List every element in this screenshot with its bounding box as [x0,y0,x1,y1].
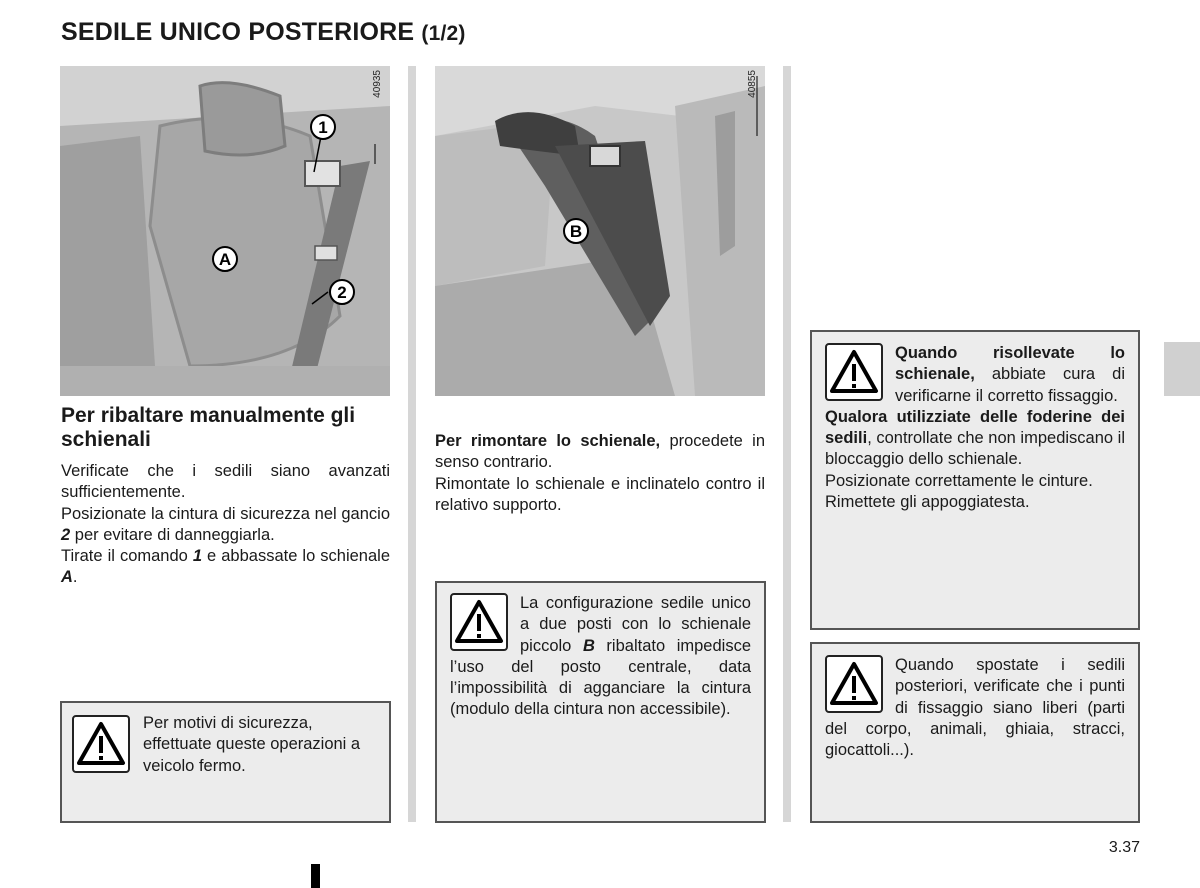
warning-triangle-icon [825,655,883,713]
left-instructions [61,461,390,589]
paragraph: Verificate che i sedili siano avanzati sufficientemente. [61,462,390,502]
warning-triangle-icon [450,593,508,651]
section-heading: Per ribaltare manualmente gli schienali [61,404,356,451]
paragraph: Posizionate la cintura di sicurezza nel gancio 2 per evitare di danneggiarla. [61,504,390,544]
warning-triangle-icon [825,343,883,401]
paragraph: Tirate il comando 1 e abbassate lo schienale A. [61,547,390,587]
column-divider [408,66,416,822]
warning-text: Quando spostate i sedili posteriori, verificate che i punti di fissaggio siano liberi (parti del corpo, animali, ghiaia, stracci, giocattoli...). [825,656,1125,760]
warning-box [810,642,1140,823]
section-thumb-tab [1164,342,1200,396]
figure-folded-backrest [435,66,765,396]
page-title-suffix: (1/2) [421,22,466,45]
crop-mark [311,864,320,888]
callout-B: B [569,222,583,241]
figure-rear-seat-backrest [60,66,390,396]
warning-text: Per motivi di sicurezza, effettuate queste operazioni a veicolo fermo. [143,714,361,775]
page-number: 3.37 [1108,839,1140,856]
warning-box [810,330,1140,630]
warning-triangle-icon [72,715,130,773]
warning-text: Quando risollevate lo schienale, abbiate cura di verificarne il corretto fissaggio. Qualora utilizziate delle foderine dei sedili, controllate che non impediscano il bloccaggio dello schienale. Posizionate correttamente le cinture. Rimettete gli appoggiatesta. [825,344,1125,512]
paragraph: Per rimontare lo schienale, procedete in senso contrario. [435,432,765,472]
page-title [61,18,466,47]
warning-box [435,581,766,823]
warning-box [60,701,391,823]
callout-2: 2 [337,283,347,302]
callout-1: 1 [318,118,328,137]
figure-code: 40855 [747,70,758,98]
figure-code: 40935 [372,70,383,98]
paragraph: Rimontate lo schienale e inclinatelo contro il relativo supporto. [435,474,765,514]
warning-text: La configurazione sedile unico a due posti con lo schienale piccolo B ribaltato impedisce l’uso del posto centrale, data l’impossibilità di agganciare la cintura (modulo della cintura non accessibile). [450,594,751,719]
page-title-text: SEDILE UNICO POSTERIORE [61,18,415,46]
callout-A: A [218,250,232,269]
middle-instructions [435,431,765,516]
column-divider [783,66,791,822]
